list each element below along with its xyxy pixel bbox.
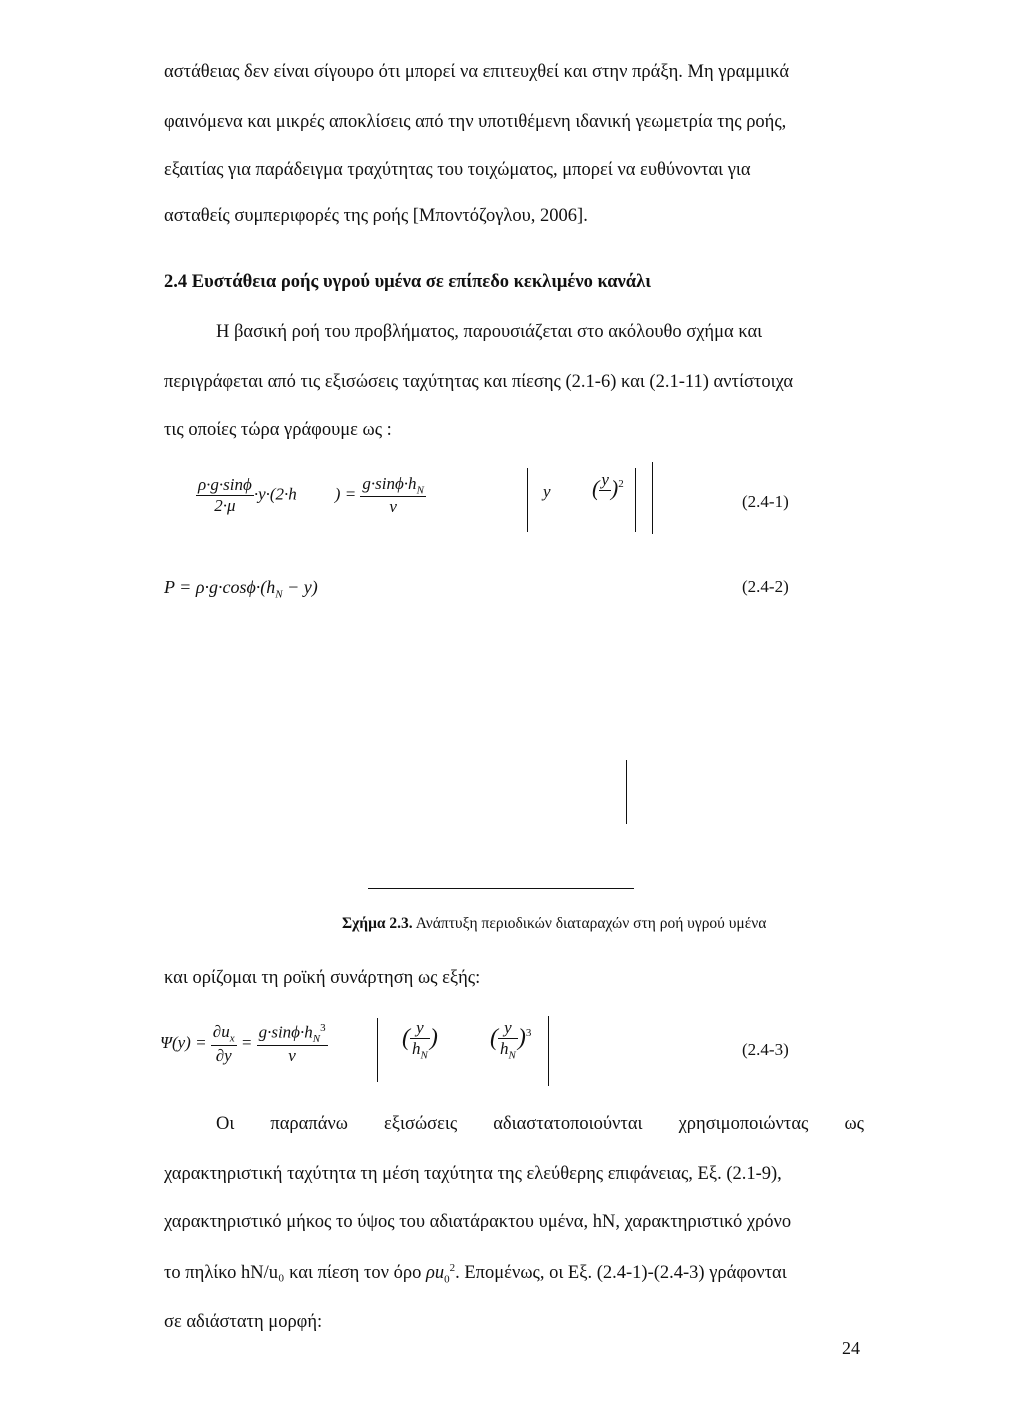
section-heading: 2.4 Ευστάθεια ροής υγρού υμένα σε επίπεδο κεκλιμένο κανάλι xyxy=(164,272,651,292)
equation-2-4-3: Ψ(y) = $\frac{\partial u_x}{\partial y}$ = $\frac{g\cdot\sin\phi\cdot h_N^3}{v}$ xyxy=(160,1022,326,1066)
paragraph1-line2: φαινόμενα και μικρές αποκλίσεις από την υποτιθέμενη ιδανική γεωμετρία της ροής, xyxy=(164,112,787,132)
figure-caption: Σχήμα 2.3. Ανάπτυξη περιοδικών διαταραχών στη ροή υγρού υμένα xyxy=(342,915,767,932)
figure-vertical-line xyxy=(626,760,627,824)
eq1-number: (2.4-1) xyxy=(742,492,789,511)
paragraph4-line3: χαρακτηριστικό μήκος το ύψος του αδιατάρακτου υμένα, hΝ, χαρακτηριστικό χρόνο xyxy=(164,1212,792,1232)
paragraph4-line4: το πηλίκο hΝ/u₀ και πίεση τον όρο $\rho u_0^2$. Επομένως, οι Εξ. (2.4-1)-(2.4-3) γράφονται xyxy=(164,1262,787,1286)
paragraph3: και ορίζομαι τη ροϊκή συνάρτηση ως εξής: xyxy=(164,968,481,988)
paragraph4-line1: Οι παραπάνω εξισώσεις αδιαστατοποιούνται χρησιμοποιώντας ως xyxy=(216,1114,864,1134)
eq3-bar-1 xyxy=(377,1018,378,1082)
paragraph4-line5: σε αδιάστατη μορφή: xyxy=(164,1312,323,1332)
paragraph2-line2: περιγράφεται από τις εξισώσεις ταχύτητας και πίεσης (2.1-6) και (2.1-11) αντίστοιχα xyxy=(164,372,794,392)
paragraph1-line3: εξαιτίας για παράδειγμα τραχύτητας του τοιχώματος, μπορεί να ευθύνονται για xyxy=(164,160,751,180)
rho-u0-squared: $\rho u_0^2$ xyxy=(425,1262,456,1286)
paragraph2-line3: τις οποίες τώρα γράφουμε ως : xyxy=(164,420,392,440)
figure-horizontal-line xyxy=(368,888,634,889)
eq3-bar-2 xyxy=(548,1016,549,1086)
paragraph1-line4: ασταθείς συμπεριφορές της ροής [Μποντόζογλου, 2006]. xyxy=(164,206,588,226)
eq1-bar-2 xyxy=(635,468,636,532)
eq3-fraction-1: ( $\frac{y}{h_N}$ ) xyxy=(402,1018,438,1062)
eq3-derivative: $\frac{\partial u_x}{\partial y}$ xyxy=(212,1022,235,1065)
page-number: 24 xyxy=(842,1338,860,1358)
eq1-rhs-fraction: $\frac{g\cdot\sin\phi\cdot h_N}{v}$ xyxy=(362,474,424,517)
equation-2-4-2: $P = \rho\cdot g\cdot\cos\phi\cdot(h_N - y)$ xyxy=(164,577,318,601)
paragraph2-line1: Η βασική ροή του προβλήματος, παρουσιάζεται στο ακόλουθο σχήμα και xyxy=(216,322,763,342)
paragraph4-line2: χαρακτηριστική ταχύτητα τη μέση ταχύτητα της ελεύθερης επιφάνειας, Εξ. (2.1-9), xyxy=(164,1164,782,1184)
eq3-fraction-2: ( $\frac{y}{h_N}$ )$^3$ xyxy=(490,1018,532,1062)
eq1-paren-fraction: ( y )$^2$ xyxy=(592,470,624,501)
eq3-rhs-fraction: $\frac{g\cdot\sin\phi\cdot h_N^3}{v}$ xyxy=(258,1022,326,1066)
equation-2-4-1: $\frac{\rho\cdot g\cdot\sin\phi}{2\cdot\mu}$ ·y·(2·h ) = $\frac{g\cdot\sin\phi\cdot h_N}{v}$ xyxy=(198,474,424,517)
eq1-lhs-fraction: $\frac{\rho\cdot g\cdot\sin\phi}{2\cdot\mu}$ xyxy=(198,475,252,516)
eq2-number: (2.4-2) xyxy=(742,577,789,596)
eq3-number: (2.4-3) xyxy=(742,1040,789,1059)
eq1-bar-3 xyxy=(652,462,653,534)
eq1-term-y: y xyxy=(543,482,551,501)
paragraph1-line1: αστάθειας δεν είναι σίγουρο ότι μπορεί να επιτευχθεί και στην πράξη. Μη γραμμικά xyxy=(164,62,790,82)
eq1-bar-1 xyxy=(527,468,528,532)
